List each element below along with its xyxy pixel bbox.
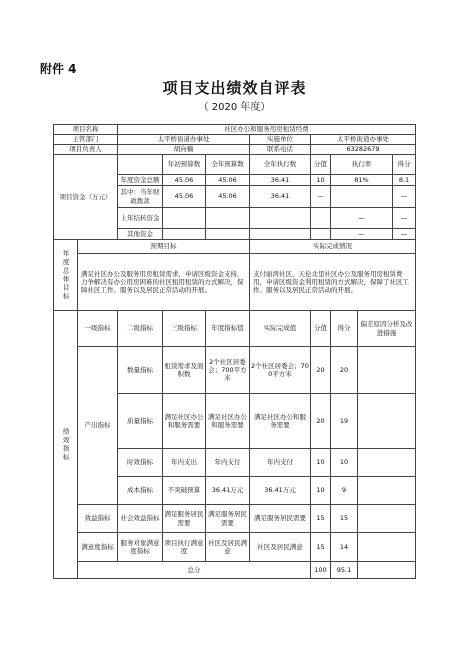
funds-row-label: 其他资金 bbox=[118, 229, 163, 240]
header-score: 分值 bbox=[311, 155, 331, 175]
indicator-row bbox=[54, 505, 416, 533]
funds-row-label: 上年结转资金 bbox=[118, 208, 163, 229]
header-initial-budget: 年初预算数 bbox=[163, 155, 206, 175]
indicator-l2: 成本指标 bbox=[118, 477, 163, 505]
satisfaction-indicator-label: 满意度指标 bbox=[78, 533, 118, 562]
indicator-actual: 36.41万元 bbox=[250, 477, 311, 505]
funds-points: — bbox=[393, 229, 416, 240]
indicator-reason bbox=[358, 347, 416, 394]
output-indicator-label: 产出指标 bbox=[78, 347, 118, 505]
indicator-reason bbox=[358, 505, 416, 533]
indicator-l3: 满足服务居民需要 bbox=[163, 505, 206, 533]
funds-row-label: 年度资金总额 bbox=[118, 175, 163, 186]
indicator-actual: 满足社区办公和服务需要 bbox=[250, 394, 311, 449]
indicator-score: 10 bbox=[311, 477, 331, 505]
indicator-actual: 社区及居民满意 bbox=[250, 533, 311, 562]
indicator-actual: 2个社区居委会；700平方米 bbox=[250, 347, 311, 394]
total-score: 100 bbox=[311, 562, 331, 579]
header-full-budget: 全年预算数 bbox=[206, 155, 250, 175]
funds-initial: 45.06 bbox=[163, 175, 206, 186]
funds-rate: 81% bbox=[331, 175, 393, 186]
project-name-row bbox=[54, 125, 416, 135]
funds-initial bbox=[163, 229, 206, 240]
indicator-l3: 项目执行满意度 bbox=[163, 533, 206, 562]
indicator-l2: 服务对象满意度指标 bbox=[118, 533, 163, 562]
funds-rate bbox=[331, 186, 393, 208]
page-title: 项目支出绩效自评表 bbox=[162, 79, 307, 97]
dept-row bbox=[54, 135, 416, 145]
indicator-points: 9 bbox=[331, 477, 358, 505]
benefit-indicator-label: 效益指标 bbox=[78, 505, 118, 533]
overall-section-label bbox=[54, 240, 78, 311]
indicator-points: 20 bbox=[331, 347, 358, 394]
header-indicator-points: 得分 bbox=[331, 311, 358, 347]
funds-rate: — bbox=[331, 229, 393, 240]
indicator-target: 满足社区办公和服务需要 bbox=[206, 394, 250, 449]
funds-exec: 36.41 bbox=[250, 186, 311, 208]
total-row bbox=[54, 562, 416, 579]
annex-label: 附件 4 bbox=[40, 62, 77, 76]
funds-full bbox=[206, 229, 250, 240]
indicator-target: 2个社区居委会；700平方米 bbox=[206, 347, 250, 394]
leader-row bbox=[54, 145, 416, 155]
indicator-score: 20 bbox=[311, 347, 331, 394]
funds-full: 45.06 bbox=[206, 175, 250, 186]
header-target: 年度指标值 bbox=[206, 311, 250, 347]
indicator-section-label bbox=[54, 311, 78, 579]
funds-initial bbox=[163, 208, 206, 229]
funds-header-blank bbox=[118, 155, 163, 175]
project-name-label: 项目名称 bbox=[54, 125, 118, 135]
indicator-l3: 年内支出 bbox=[163, 449, 206, 477]
funds-section-label: 项目资金（万元） bbox=[54, 155, 118, 240]
header-indicator-score: 分值 bbox=[311, 311, 331, 347]
total-blank bbox=[358, 562, 416, 579]
indicator-row bbox=[54, 347, 416, 394]
phone-value: 63282679 bbox=[311, 145, 416, 155]
evaluation-table bbox=[53, 124, 416, 579]
indicator-header-row bbox=[54, 311, 416, 347]
overall-header-row bbox=[54, 240, 416, 254]
dept-label: 主管部门 bbox=[54, 135, 118, 145]
dept-value: 太平桥街道办事处 bbox=[118, 135, 250, 145]
funds-full bbox=[206, 208, 250, 229]
funds-points: 8.1 bbox=[393, 175, 416, 186]
indicator-l2: 质量指标 bbox=[118, 394, 163, 449]
funds-exec: 36.41 bbox=[250, 175, 311, 186]
indicator-target: 社区及居民满意 bbox=[206, 533, 250, 562]
funds-score: — bbox=[311, 186, 331, 208]
indicator-reason bbox=[358, 449, 416, 477]
funds-points: — bbox=[393, 186, 416, 208]
project-name-value: 社区办公和服务用房租赁经费 bbox=[118, 125, 416, 135]
funds-header-row bbox=[54, 155, 416, 175]
indicator-l2: 社会效益指标 bbox=[118, 505, 163, 533]
indicator-l3: 租赁需求及面积数 bbox=[163, 347, 206, 394]
phone-label: 联系电话 bbox=[250, 145, 311, 155]
indicator-actual: 满足服务居民需要 bbox=[250, 505, 311, 533]
indicator-l2: 时效指标 bbox=[118, 449, 163, 477]
total-points: 95.1 bbox=[331, 562, 358, 579]
indicator-reason bbox=[358, 533, 416, 562]
funds-score bbox=[311, 229, 331, 240]
indicator-l2: 数量指标 bbox=[118, 347, 163, 394]
overall-section-text: 年度总体目标 bbox=[61, 249, 70, 301]
indicator-target: 年内支付 bbox=[206, 449, 250, 477]
indicator-l3: 满足社区办公和服务需要 bbox=[163, 394, 206, 449]
header-l2: 二级指标 bbox=[118, 311, 163, 347]
indicator-points: 15 bbox=[331, 505, 358, 533]
indicator-points: 19 bbox=[331, 394, 358, 449]
indicator-score: 20 bbox=[311, 394, 331, 449]
expected-target-text: 满足社区办公及服务用房租赁需求，申请区级资金支持，力争解决有办公用房困难的社区租用租赁的方式解决，保障社区工作、服务以及居民正常活动的开展。 bbox=[78, 254, 250, 311]
funds-row-label: 其中：当年财政拨款 bbox=[118, 186, 163, 208]
header-l3: 三级指标 bbox=[163, 311, 206, 347]
indicator-points: 14 bbox=[331, 533, 358, 562]
funds-exec bbox=[250, 229, 311, 240]
funds-score bbox=[311, 208, 331, 229]
funds-exec bbox=[250, 208, 311, 229]
header-exec-rate: 执行率 bbox=[331, 155, 393, 175]
header-points: 得分 bbox=[393, 155, 416, 175]
indicator-actual: 年内支付 bbox=[250, 449, 311, 477]
indicator-row bbox=[54, 533, 416, 562]
actual-completion-text: 支付丽湾社区、天伦北里社区办公及服务用房租赁费用，申请区级资金利用租赁的方式解决，保障了社区工作、服务以及居民正常活动的开展。 bbox=[250, 254, 416, 311]
header-actual: 实际完成值 bbox=[250, 311, 311, 347]
funds-full: 45.06 bbox=[206, 186, 250, 208]
funds-score: 10 bbox=[311, 175, 331, 186]
year-label: （ 2020 年度） bbox=[198, 102, 271, 113]
indicator-reason bbox=[358, 477, 416, 505]
total-label: 总分 bbox=[78, 562, 311, 579]
indicator-reason bbox=[358, 394, 416, 449]
unit-value: 太平桥街道办事处 bbox=[311, 135, 416, 145]
actual-completion-label: 实际完成情况 bbox=[250, 240, 416, 254]
indicator-score: 15 bbox=[311, 505, 331, 533]
indicator-target: 满足服务居民需要 bbox=[206, 505, 250, 533]
indicator-score: 15 bbox=[311, 533, 331, 562]
leader-value: 胡向楠 bbox=[118, 145, 250, 155]
indicator-l3: 不突破预算 bbox=[163, 477, 206, 505]
funds-points: — bbox=[393, 208, 416, 229]
funds-rate: — bbox=[331, 208, 393, 229]
header-executed: 全年执行数 bbox=[250, 155, 311, 175]
indicator-points: 10 bbox=[331, 449, 358, 477]
expected-target-label: 预期目标 bbox=[78, 240, 250, 254]
funds-initial: 45.06 bbox=[163, 186, 206, 208]
header-reason: 偏差原因分析及改进措施 bbox=[358, 311, 416, 347]
header-l1: 一级指标 bbox=[78, 311, 118, 347]
overall-content-row bbox=[54, 254, 416, 311]
indicator-section-text: 绩效指标 bbox=[61, 427, 70, 462]
indicator-score: 10 bbox=[311, 449, 331, 477]
unit-label: 实施单位 bbox=[250, 135, 311, 145]
leader-label: 项目负责人 bbox=[54, 145, 118, 155]
indicator-target: 36.41万元 bbox=[206, 477, 250, 505]
